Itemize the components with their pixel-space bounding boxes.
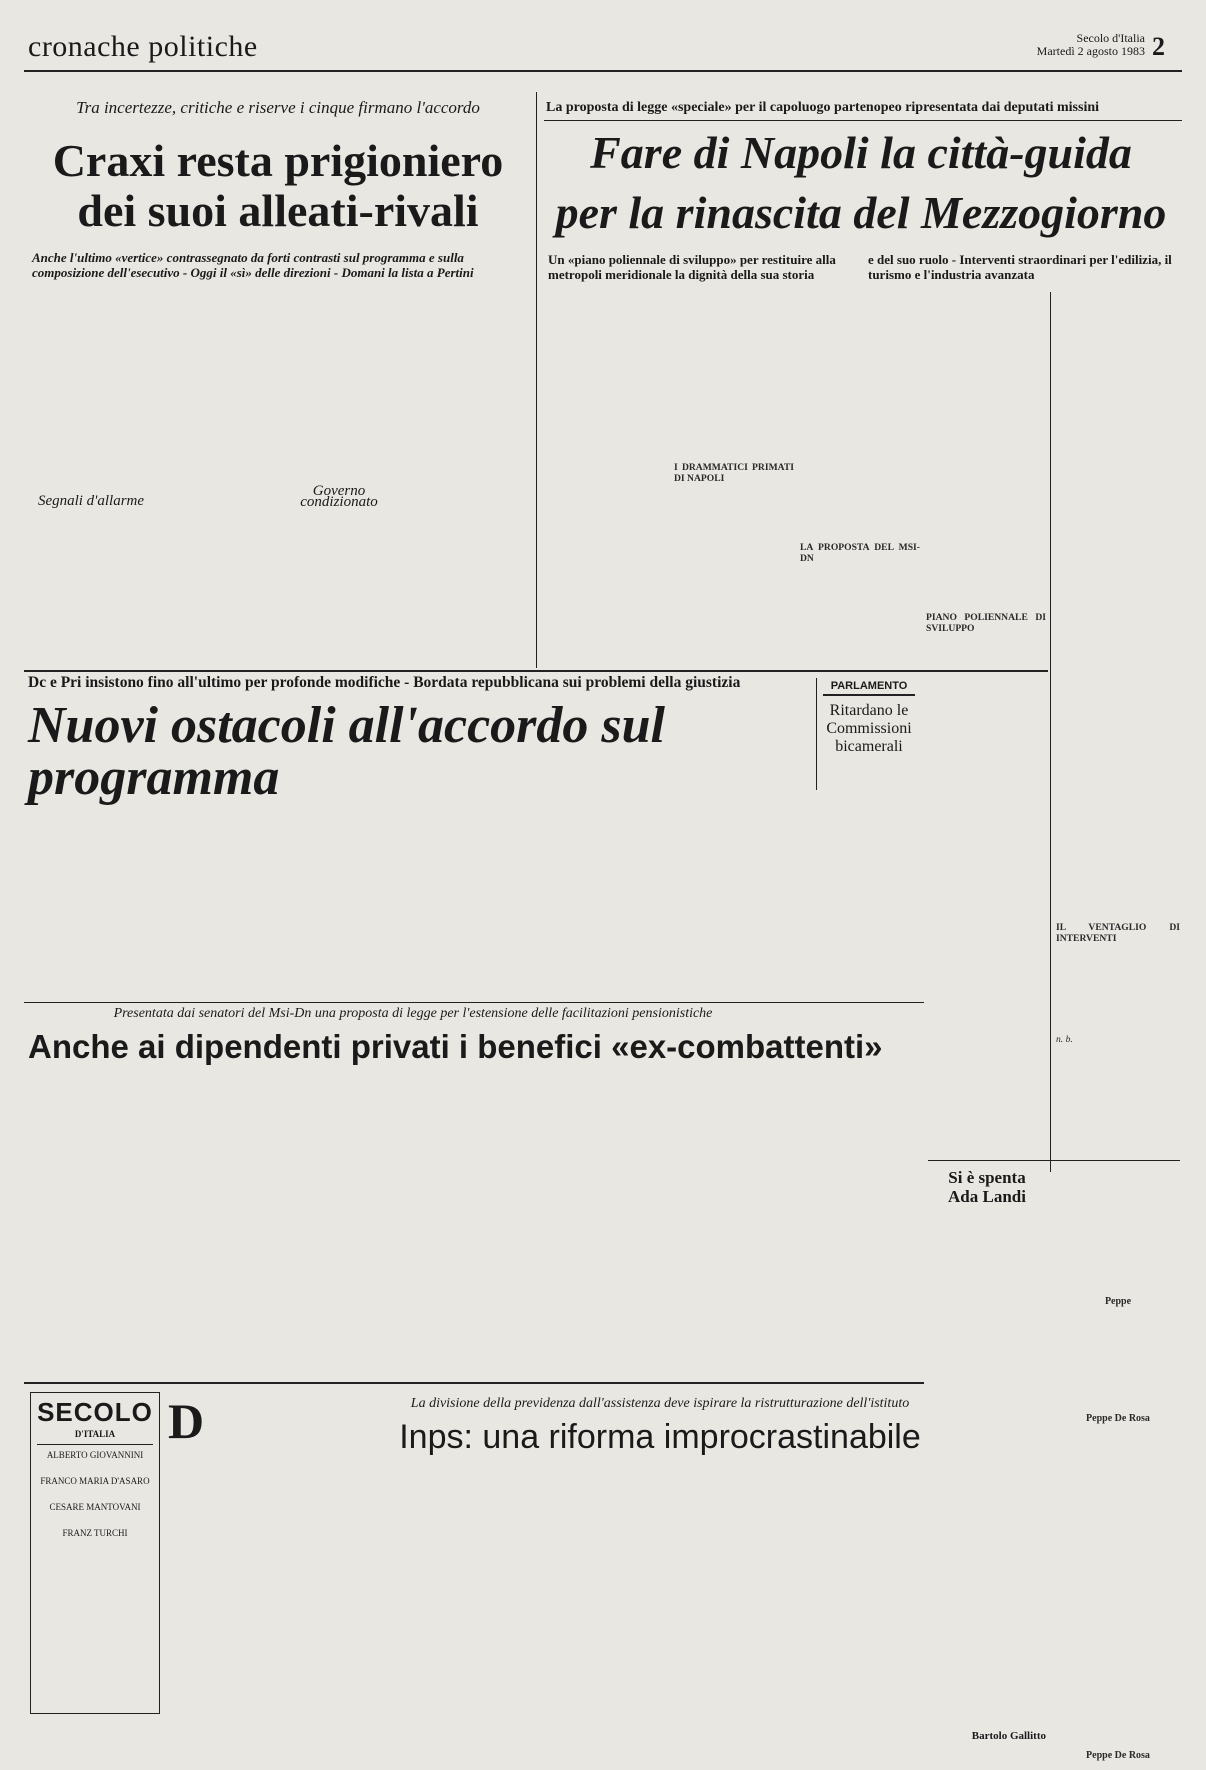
craxi-subhead-governo: Governo condizionato [300,483,378,511]
craxi-kicker: Tra incertezze, critiche e riserve i cinque firmano l'accordo [76,98,480,117]
landi-title: Si è spenta Ada Landi [948,1168,1026,1206]
accordo-column-2 [156,768,274,1000]
napoli-column-3 [800,292,920,668]
inps-column-6 [796,1462,916,1732]
inps-column-1 [166,1450,286,1746]
napoli-deck-right: e del suo ruolo - Interventi straordinari per l'edilizia, il turismo e l'industria avanzata [868,252,1172,282]
napoli-headline-line-2: per la rinascita del Mezzogiorno [555,187,1167,238]
combattenti-column-2 [156,1076,274,1376]
header-rule [24,70,1182,72]
napoli-column-4 [926,292,1046,668]
inps-column-5 [672,1462,790,1746]
paper-name: Secolo d'Italia [1076,31,1145,45]
craxi-subhead-allarme: Segnali d'allarme [37,493,145,509]
landi-column-2 [1056,1210,1180,1770]
staff-3: CESARE MANTOVANI [49,1502,141,1512]
inps-column-4 [548,1462,666,1746]
lower-rule [24,1382,924,1384]
combattenti-column-6 [652,1076,770,1376]
accordo-headline: Nuovi ostacoli all'accordo sul programma [28,697,665,806]
accordo-column-4 [404,768,522,1000]
section-title: cronache politiche [28,30,258,63]
landi-peppe-3: Peppe De Rosa [1086,1750,1150,1762]
parlamento-title: Ritardano le Commissioni bicamerali [826,702,912,755]
secolo-logo: SECOLO [37,1397,153,1427]
inps-column-3 [424,1462,542,1746]
napoli-subhead-piano: PIANO POLIENNALE DI SVILUPPO [926,612,1046,635]
craxi-headline-line-2: dei suoi alleati-rivali [77,185,479,236]
accordo-bottom-rule [24,1002,924,1003]
napoli-kicker-rule [544,120,1182,121]
napoli-column-continued [928,678,1044,1158]
mid-rule [24,670,1048,672]
issue-date: Martedì 2 agosto 1983 [1036,44,1145,58]
staff-2: FRANCO MARIA D'ASARO [40,1476,150,1486]
inps-column-7 [928,1400,1048,1730]
inps-signature: Bartolo Gallitto [971,1730,1046,1742]
napoli-subhead-ventaglio: IL VENTAGLIO DI INTERVENTI [1056,922,1180,945]
secolo-logo-sub: D'ITALIA [74,1429,116,1439]
secolo-masthead-box [30,1392,160,1714]
napoli-column-rule [1050,292,1051,1172]
combattenti-column-5 [528,1076,646,1376]
combattenti-column-3 [280,1076,398,1376]
craxi-column-2 [156,290,274,670]
napoli-kicker: La proposta di legge «speciale» per il capoluogo partenopeo ripresentata dai deputati missini [546,100,1100,115]
staff-1: ALBERTO GIOVANNINI [46,1450,144,1460]
combattenti-headline: Anche ai dipendenti privati i benefici «ex-combattenti» [28,1028,883,1065]
napoli-column-5 [1056,292,1180,1182]
combattenti-column-1 [32,1076,150,1376]
accordo-column-6 [652,768,770,1000]
accordo-column-3 [280,768,398,1000]
staff-4: FRANZ TURCHI [62,1528,128,1538]
craxi-column-3 [280,290,398,670]
inps-dropcap: D [167,1393,205,1449]
combattenti-kicker: Presentata dai senatori del Msi-Dn una proposta di legge per l'estensione delle facilitazioni pensionistiche [113,1006,713,1021]
vertical-divider-top [536,92,537,668]
craxi-column-1 [32,290,150,670]
napoli-subhead-proposta: LA PROPOSTA DEL MSI-DN [800,542,920,565]
napoli-column-1 [548,292,668,668]
craxi-column-4 [404,290,524,670]
parlamento-label: PARLAMENTO [823,680,915,696]
parlamento-box [816,678,921,790]
inps-column-2 [300,1462,418,1746]
craxi-deck: Anche l'ultimo «vertice» contrassegnato da forti contrasti sul programma e sulla composizione dell'esecutivo - Oggi il «sì» delle direzioni - Domani la lista a Pertini [32,250,474,280]
napoli-deck-left: Un «piano poliennale di sviluppo» per restituire alla metropoli meridionale la dignità della sua storia [548,252,836,282]
napoli-subhead-primati: I DRAMMATICI PRIMATI DI NAPOLI [674,462,794,485]
napoli-signature: n. b. [1056,1034,1073,1046]
issue-info [1010,32,1145,58]
craxi-headline-line-1: Craxi resta prigioniero [52,135,504,186]
accordo-column-1 [32,768,150,1000]
landi-top-rule [928,1160,1180,1161]
accordo-column-5 [528,768,646,1000]
landi-peppe-2: Peppe De Rosa [1086,1413,1150,1425]
accordo-kicker: Dc e Pri insistono fino all'ultimo per profonde modifiche - Bordata repubblicana sui problemi della giustizia [28,674,741,691]
combattenti-column-4 [404,1076,522,1376]
inps-headline: Inps: una riforma improcrastinabile [399,1418,921,1456]
inps-kicker: La divisione della previdenza dall'assistenza deve ispirare la ristrutturazione dell'istituto [410,1396,910,1411]
napoli-headline-line-1: Fare di Napoli la città-guida [590,127,1132,178]
landi-peppe-1: Peppe [1104,1296,1132,1307]
page-number: 2 [1152,32,1165,61]
napoli-column-2 [674,292,794,668]
parlamento-column [824,794,922,1174]
